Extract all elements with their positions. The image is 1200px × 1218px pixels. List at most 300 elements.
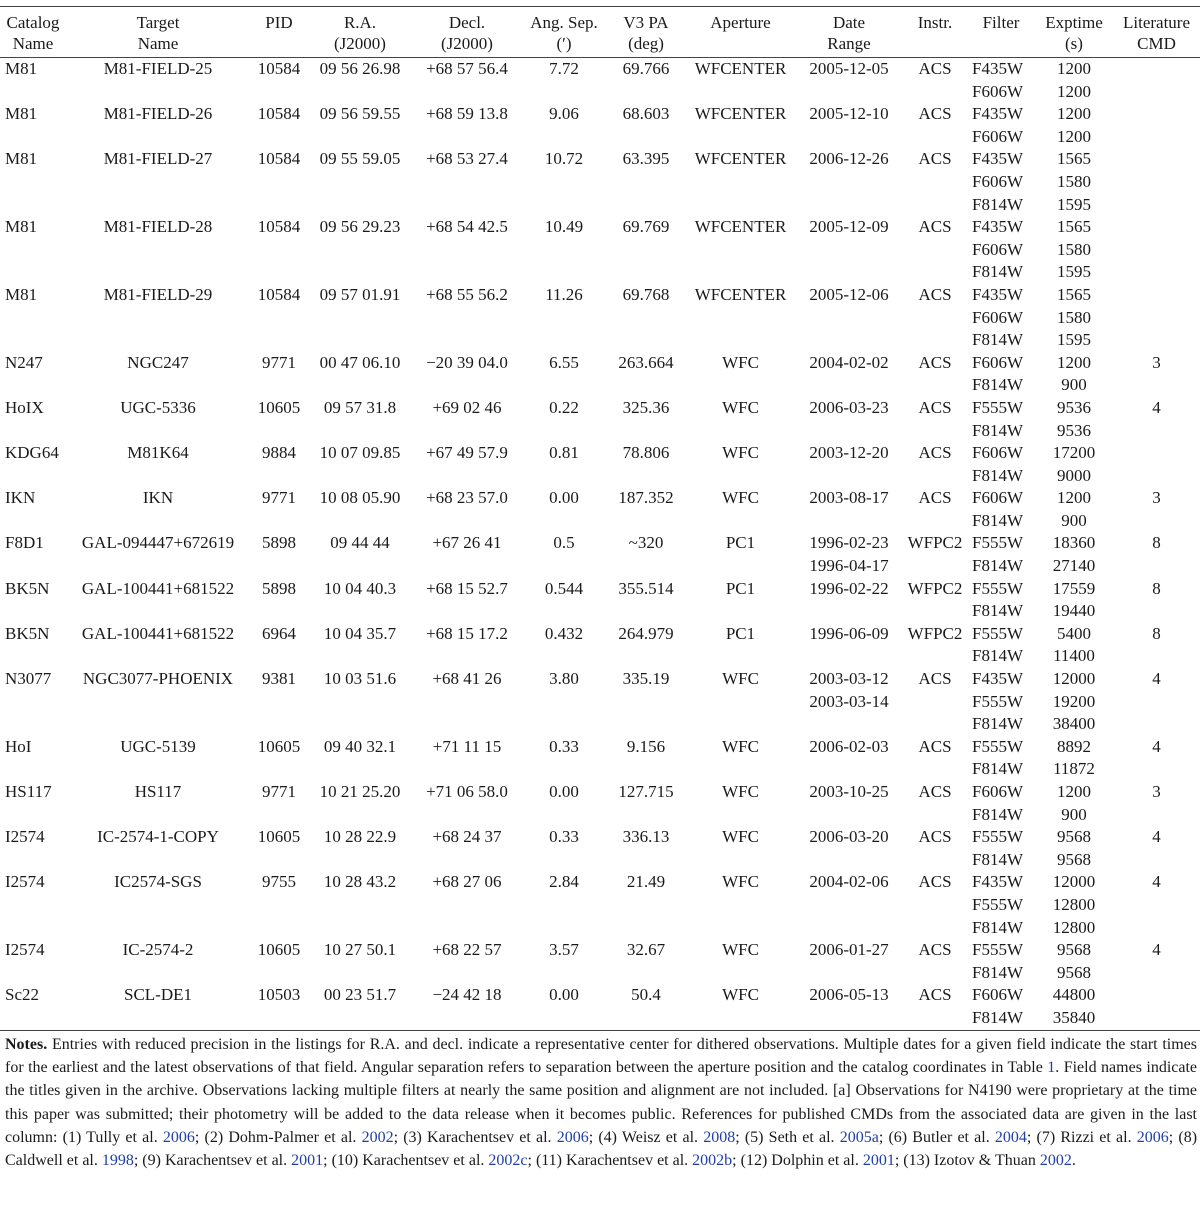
cell-date-range	[795, 713, 903, 736]
cell-v3-pa	[606, 465, 686, 488]
cell-filter: F814W	[972, 849, 1023, 869]
cell-exptime: 5400	[1057, 623, 1091, 643]
cell-target-name	[66, 374, 250, 397]
cell-decl	[412, 849, 522, 872]
cell-exptime: 27140	[1052, 556, 1096, 576]
notes-text: Entries with reduced precision in the listings for R.A. and decl. indicate a representative center for dithered observations. Multiple dates for a given field indicate the start times for the earliest and the latest observations of that field. Angular separation refers to separation between the aperture position and the catalog coordinates in Table	[5, 1036, 1197, 1077]
cell-pid	[250, 691, 308, 714]
header-line: Decl.	[448, 13, 486, 32]
cell-ang-sep: 10.72	[544, 149, 584, 169]
cell-target-name: M81K64	[127, 443, 189, 463]
cell-aperture	[686, 600, 795, 623]
cell-filter: F606W	[972, 352, 1023, 372]
cell-pid	[250, 600, 308, 623]
cell-aperture: WFCENTER	[694, 59, 787, 78]
cell-filter: F555W	[972, 736, 1023, 756]
cell-v3-pa	[606, 239, 686, 262]
cell-decl: +68 23 57.0	[426, 488, 508, 508]
citation-link[interactable]: 2008	[703, 1128, 736, 1146]
cell-pid: 10605	[257, 397, 301, 417]
header-line: Aperture	[710, 13, 771, 32]
cell-ang-sep	[522, 962, 606, 985]
cell-date-range	[795, 849, 903, 872]
table-header	[0, 7, 1200, 58]
cell-pid: 9771	[262, 488, 296, 508]
cell-decl: +67 49 57.9	[426, 443, 508, 463]
cell-instr	[903, 420, 967, 443]
cell-filter: F555W	[972, 827, 1023, 847]
cell-v3-pa	[606, 917, 686, 940]
citation-link[interactable]: 1998	[101, 1152, 134, 1170]
cell-instr	[903, 645, 967, 668]
header-line: Exptime	[1045, 13, 1103, 32]
cell-instr: ACS	[918, 872, 952, 892]
cell-decl	[412, 171, 522, 194]
cell-literature-cmd	[1113, 58, 1200, 81]
cell-instr	[903, 329, 967, 352]
cell-ra	[308, 804, 412, 827]
cell-v3-pa	[606, 126, 686, 149]
cell-literature-cmd	[1113, 691, 1200, 714]
cell-pid	[250, 261, 308, 284]
table-row	[0, 81, 1200, 104]
cell-literature-cmd	[1113, 103, 1200, 126]
cell-target-name	[66, 194, 250, 217]
cell-target-name: IC-2574-2	[122, 940, 194, 960]
cell-instr	[903, 510, 967, 533]
cell-literature-cmd	[1113, 645, 1200, 668]
cell-literature-cmd	[1113, 307, 1200, 330]
cell-ra	[308, 239, 412, 262]
cell-date-range	[795, 81, 903, 104]
cell-filter: F435W	[972, 217, 1023, 237]
cell-aperture	[686, 645, 795, 668]
cell-ang-sep	[522, 758, 606, 781]
cell-aperture: WFC	[722, 872, 759, 892]
cell-exptime: 12800	[1052, 894, 1096, 914]
cell-ra: 09 57 01.91	[319, 284, 401, 304]
cell-aperture: WFC	[722, 940, 759, 960]
table-row	[0, 58, 1200, 81]
cell-filter: F814W	[972, 804, 1023, 824]
cell-date-range	[795, 645, 903, 668]
cell-v3-pa: 50.4	[631, 985, 661, 1005]
cell-catalog-name	[0, 81, 66, 104]
cell-target-name: GAL-100441+681522	[81, 623, 235, 643]
cell-aperture	[686, 261, 795, 284]
cell-aperture	[686, 510, 795, 533]
cell-decl	[412, 600, 522, 623]
cell-ang-sep: 0.544	[544, 578, 584, 598]
cell-catalog-name	[0, 713, 66, 736]
cell-instr	[903, 917, 967, 940]
cell-decl	[412, 374, 522, 397]
cell-decl	[412, 691, 522, 714]
cell-date-range	[795, 194, 903, 217]
cell-pid	[250, 171, 308, 194]
cell-exptime: 1595	[1057, 330, 1091, 350]
cell-ang-sep	[522, 126, 606, 149]
cell-v3-pa: 335.19	[622, 669, 670, 689]
cell-catalog-name	[0, 420, 66, 443]
cell-ang-sep: 0.432	[544, 623, 584, 643]
header-line: (s)	[1065, 34, 1083, 53]
cell-date-range	[795, 171, 903, 194]
cell-catalog-name	[0, 645, 66, 668]
cell-target-name: M81-FIELD-27	[103, 149, 213, 169]
cell-target-name	[66, 171, 250, 194]
cell-aperture: WFC	[722, 669, 759, 689]
cell-decl: +68 41 26	[432, 669, 502, 689]
cell-pid: 10605	[257, 827, 301, 847]
cell-date-range	[795, 510, 903, 533]
cell-filter: F814W	[972, 759, 1023, 779]
cell-v3-pa: 78.806	[622, 443, 670, 463]
cell-literature-cmd	[1113, 465, 1200, 488]
notes-text: ; (4) Weisz et al.	[588, 1128, 704, 1146]
cell-aperture: PC1	[725, 623, 756, 643]
header-line: Literature	[1122, 13, 1190, 32]
cell-ang-sep	[522, 420, 606, 443]
cell-instr: ACS	[918, 104, 952, 124]
cell-decl: +68 22 57	[432, 940, 502, 960]
cell-ra	[308, 81, 412, 104]
citation-link[interactable]: 2006	[556, 1128, 589, 1146]
cell-catalog-name: M81	[5, 104, 38, 124]
cell-v3-pa: 264.979	[618, 623, 674, 643]
cell-aperture	[686, 555, 795, 578]
cell-exptime: 11400	[1053, 646, 1095, 666]
cell-date-range: 2003-03-12	[809, 669, 889, 689]
cell-aperture	[686, 239, 795, 262]
notes-text: ; (8) Caldwell et al.	[5, 1128, 1198, 1170]
cell-decl	[412, 962, 522, 985]
cell-date-range: 2003-10-25	[809, 782, 889, 801]
cell-decl: +71 11 15	[432, 736, 502, 756]
cell-decl	[412, 804, 522, 827]
cell-catalog-name	[0, 374, 66, 397]
cell-v3-pa: 325.36	[622, 397, 670, 417]
cell-aperture: WFCENTER	[694, 104, 787, 124]
cell-decl	[412, 420, 522, 443]
cell-ra	[308, 962, 412, 985]
cell-decl	[412, 758, 522, 781]
cell-pid	[250, 420, 308, 443]
cell-date-range: 2006-01-27	[809, 940, 889, 960]
header-line: CMD	[1137, 34, 1176, 53]
table-row	[0, 103, 1200, 126]
cell-ra	[308, 894, 412, 917]
citation-link[interactable]: 2006	[1136, 1128, 1169, 1146]
cell-v3-pa: 187.352	[618, 488, 674, 508]
cell-filter: F555W	[972, 691, 1023, 711]
table-row	[0, 736, 1200, 759]
citation-link[interactable]: 2004	[994, 1128, 1027, 1146]
cell-pid	[250, 894, 308, 917]
cell-decl: +68 54 42.5	[426, 217, 508, 237]
cell-ra: 00 23 51.7	[323, 985, 397, 1005]
cell-exptime: 19440	[1052, 601, 1096, 621]
cell-instr: ACS	[918, 782, 952, 801]
cell-aperture	[686, 962, 795, 985]
table-row	[0, 849, 1200, 872]
cell-catalog-name: M81	[5, 284, 38, 304]
cell-v3-pa	[606, 645, 686, 668]
cell-decl	[412, 261, 522, 284]
cell-target-name	[66, 510, 250, 533]
table-row	[0, 329, 1200, 352]
header-date-range	[795, 7, 903, 58]
table-row	[0, 352, 1200, 375]
cell-ra	[308, 510, 412, 533]
notes-text: ; (9) Karachentsev et al.	[133, 1152, 292, 1170]
cell-target-name: GAL-094447+672619	[81, 533, 235, 553]
header-line: Range	[827, 34, 871, 53]
cell-aperture	[686, 420, 795, 443]
cell-pid	[250, 465, 308, 488]
table-row	[0, 261, 1200, 284]
header-decl	[412, 7, 522, 58]
citation-link[interactable]: 2002	[1039, 1152, 1072, 1170]
cell-date-range: 2005-12-10	[809, 104, 889, 124]
table-row	[0, 284, 1200, 307]
cell-ra	[308, 194, 412, 217]
cell-date-range	[795, 329, 903, 352]
cell-ang-sep	[522, 600, 606, 623]
table-row	[0, 397, 1200, 420]
citation-link[interactable]: 2002	[361, 1128, 394, 1146]
cell-target-name: M81-FIELD-28	[103, 217, 213, 237]
cell-ang-sep: 11.26	[545, 284, 583, 304]
cell-aperture	[686, 307, 795, 330]
cell-pid	[250, 849, 308, 872]
cell-date-range	[795, 465, 903, 488]
cell-catalog-name: I2574	[5, 872, 45, 892]
cell-date-range	[795, 804, 903, 827]
cell-literature-cmd: 8	[1152, 578, 1161, 598]
cell-ra: 09 44 44	[330, 533, 390, 553]
cell-ang-sep	[522, 194, 606, 217]
cell-pid: 9755	[262, 872, 296, 892]
citation-link[interactable]: 2001	[291, 1152, 324, 1170]
notes-text: ; (10) Karachentsev et al.	[323, 1152, 489, 1170]
cell-decl	[412, 194, 522, 217]
cell-ra: 10 27 50.1	[323, 940, 397, 960]
cell-filter: F606W	[972, 782, 1023, 801]
table-row	[0, 171, 1200, 194]
cell-catalog-name: M81	[5, 59, 38, 78]
cell-pid	[250, 555, 308, 578]
cell-decl	[412, 307, 522, 330]
table-notes	[5, 1033, 1197, 1172]
cell-exptime: 11872	[1053, 759, 1095, 779]
cell-catalog-name	[0, 804, 66, 827]
table-row	[0, 713, 1200, 736]
cell-filter: F555W	[972, 578, 1023, 598]
notes-text: . Field names indicate the titles given in the archive. Observations lacking multiple filters at nearly the same position and alignment are not included. [a] Observations for N4190 were proprietary at the time this paper was submitted; their photometry will be added to the data release when it becomes public. References for published CMDs from the associated data are given in the last column: (1) Tully et al.	[5, 1059, 1198, 1146]
citation-link[interactable]: 2001	[862, 1152, 895, 1170]
cell-aperture	[686, 894, 795, 917]
cell-exptime: 12000	[1052, 872, 1096, 892]
cell-ra: 09 40 32.1	[323, 736, 397, 756]
cell-date-range: 1996-02-22	[809, 578, 889, 598]
citation-link[interactable]: 2005a	[839, 1128, 879, 1146]
header-line: Instr.	[917, 13, 953, 32]
cell-v3-pa: 69.766	[622, 59, 670, 78]
cell-target-name	[66, 307, 250, 330]
cell-instr: ACS	[918, 443, 952, 463]
cell-ra	[308, 126, 412, 149]
cell-v3-pa	[606, 261, 686, 284]
cell-pid: 5898	[262, 578, 296, 598]
cell-exptime: 17559	[1052, 578, 1096, 598]
cell-v3-pa: 9.156	[626, 736, 666, 756]
citation-link[interactable]: 2002c	[488, 1152, 528, 1170]
cell-target-name	[66, 239, 250, 262]
cell-literature-cmd	[1113, 171, 1200, 194]
cell-decl	[412, 555, 522, 578]
cell-date-range	[795, 600, 903, 623]
cell-target-name	[66, 691, 250, 714]
cell-aperture: WFCENTER	[694, 284, 787, 304]
cell-pid: 10584	[257, 104, 301, 124]
cell-ang-sep	[522, 894, 606, 917]
citation-link[interactable]: 2002b	[692, 1152, 733, 1170]
citation-link[interactable]: 2006	[162, 1128, 195, 1146]
cell-ra	[308, 849, 412, 872]
cell-filter: F435W	[972, 669, 1023, 689]
cell-target-name	[66, 917, 250, 940]
cell-ra	[308, 600, 412, 623]
cell-literature-cmd: 4	[1152, 827, 1161, 847]
cell-catalog-name	[0, 171, 66, 194]
cell-catalog-name	[0, 239, 66, 262]
cell-date-range: 2006-02-03	[809, 736, 889, 756]
cell-ra: 10 04 40.3	[323, 578, 397, 598]
cell-filter: F814W	[972, 917, 1023, 937]
cell-decl: +68 15 17.2	[426, 623, 508, 643]
cell-exptime: 1580	[1057, 171, 1091, 191]
cell-instr: ACS	[918, 827, 952, 847]
cell-ang-sep	[522, 465, 606, 488]
cell-decl: −20 39 04.0	[426, 352, 508, 372]
cell-decl: +68 53 27.4	[426, 149, 508, 169]
table-row	[0, 578, 1200, 601]
citation-link[interactable]: 1	[1047, 1059, 1056, 1077]
table-row	[0, 487, 1200, 510]
cell-pid	[250, 1007, 308, 1030]
cell-date-range	[795, 261, 903, 284]
cell-ang-sep: 0.22	[549, 397, 579, 417]
header-line: Ang. Sep.	[530, 13, 598, 32]
cell-catalog-name: M81	[5, 217, 38, 237]
cell-filter: F814W	[967, 1007, 1035, 1030]
cell-exptime: 35840	[1035, 1007, 1113, 1030]
cell-ang-sep	[522, 917, 606, 940]
cell-target-name: UGC-5336	[120, 397, 196, 417]
cell-exptime: 1200	[1057, 104, 1091, 124]
cell-target-name	[66, 758, 250, 781]
cell-ra: 10 28 22.9	[323, 827, 397, 847]
table-row	[0, 939, 1200, 962]
cell-literature-cmd: 4	[1152, 397, 1161, 417]
cell-literature-cmd	[1113, 600, 1200, 623]
cell-instr: WFPC2	[907, 533, 963, 553]
cell-ang-sep: 0.00	[549, 985, 579, 1005]
cell-aperture	[686, 1007, 795, 1030]
cell-v3-pa: 69.769	[622, 217, 670, 237]
cell-instr	[903, 261, 967, 284]
cell-literature-cmd	[1113, 329, 1200, 352]
cell-pid	[250, 374, 308, 397]
cell-instr: ACS	[918, 352, 952, 372]
cell-ra	[308, 420, 412, 443]
cell-filter: F814W	[972, 330, 1023, 350]
cell-v3-pa: 21.49	[626, 872, 666, 892]
cell-ang-sep	[522, 849, 606, 872]
cell-pid	[250, 329, 308, 352]
cell-date-range: 2006-12-26	[809, 149, 889, 169]
cell-ra	[308, 329, 412, 352]
cell-decl	[412, 126, 522, 149]
cell-literature-cmd	[1113, 148, 1200, 171]
cell-aperture	[686, 81, 795, 104]
cell-target-name: UGC-5139	[120, 736, 196, 756]
cell-instr	[903, 555, 967, 578]
cell-filter: F606W	[972, 126, 1023, 146]
cell-exptime: 44800	[1052, 985, 1096, 1005]
cell-v3-pa: 69.768	[622, 284, 670, 304]
notes-heading: Notes.	[5, 1036, 48, 1053]
cell-pid	[250, 126, 308, 149]
cell-catalog-name	[0, 261, 66, 284]
cell-exptime: 1565	[1057, 217, 1091, 237]
cell-target-name	[66, 713, 250, 736]
cell-v3-pa	[606, 510, 686, 533]
cell-aperture	[686, 849, 795, 872]
cell-exptime: 900	[1061, 510, 1087, 530]
notes-text: ; (6) Butler et al.	[878, 1128, 995, 1146]
cell-instr: ACS	[918, 59, 952, 78]
cell-aperture: WFC	[722, 736, 759, 756]
cell-ra: 10 21 25.20	[319, 782, 401, 801]
cell-date-range: 2004-02-02	[809, 352, 889, 372]
cell-v3-pa	[606, 555, 686, 578]
cell-instr: ACS	[918, 736, 952, 756]
cell-catalog-name: HoIX	[5, 397, 44, 417]
cell-decl	[412, 1007, 522, 1030]
cell-exptime: 900	[1061, 375, 1087, 395]
cell-v3-pa: 63.395	[622, 149, 670, 169]
header-ang-sep	[522, 7, 606, 58]
cell-ang-sep	[522, 555, 606, 578]
cell-literature-cmd	[1113, 917, 1200, 940]
cell-filter: F606W	[972, 239, 1023, 259]
cell-date-range: 1996-04-17	[809, 556, 889, 576]
cell-instr	[903, 171, 967, 194]
cell-pid: 9771	[262, 782, 296, 801]
cell-aperture: WFC	[722, 443, 759, 463]
observations-table	[0, 6, 1200, 1031]
cell-filter: F814W	[972, 962, 1023, 982]
cell-target-name	[66, 849, 250, 872]
cell-date-range	[795, 307, 903, 330]
cell-aperture	[686, 465, 795, 488]
cell-aperture	[686, 691, 795, 714]
notes-text: ; (13) Izotov & Thuan	[894, 1152, 1040, 1170]
cell-pid: 10605	[257, 940, 301, 960]
cell-literature-cmd: 8	[1152, 533, 1161, 553]
